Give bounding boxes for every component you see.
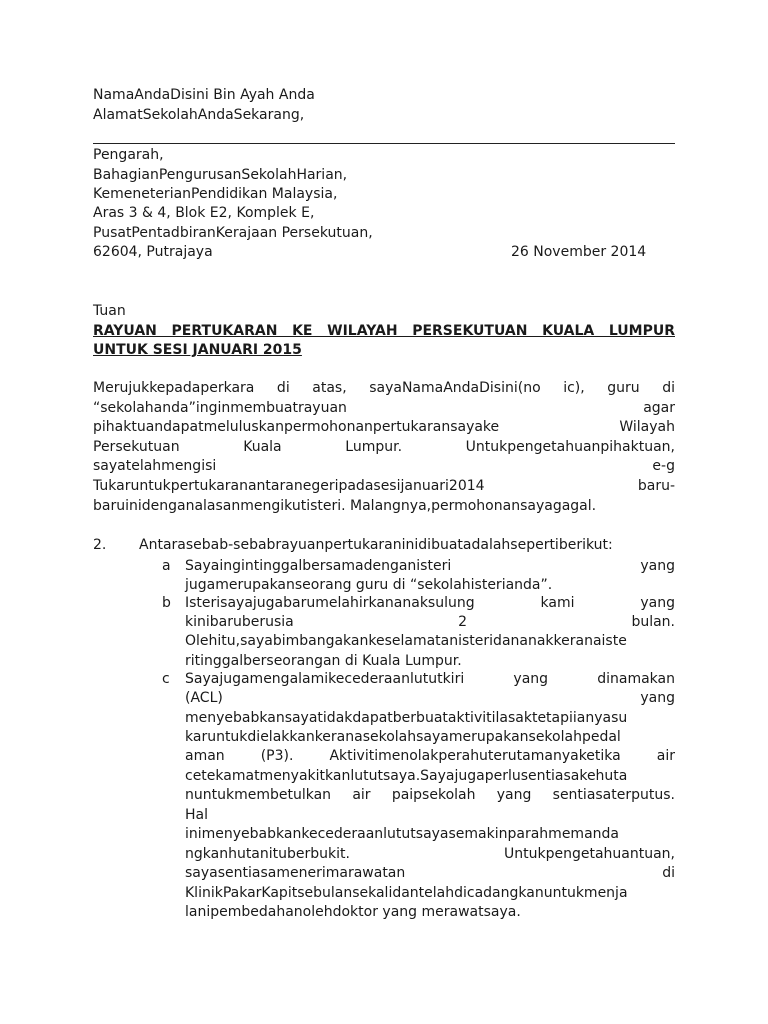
list-marker: b — [162, 595, 171, 611]
salutation: Tuan — [93, 303, 126, 319]
list-item-line: cetekamatmenyakitkanlututsaya.Sayajugaperlusentiasakehuta — [185, 768, 628, 784]
list-item-line: inimenyebabkankecederaanlututsayasemakinparahmemanda — [185, 826, 619, 842]
recipient-line: Pengarah, — [93, 147, 164, 163]
list-item-line: Sayaingintinggalbersamadenganisteri yang — [185, 558, 675, 574]
paragraph-line: Tukaruntukpertukaranantaranegeripadasesijanuari2014 baru- — [93, 478, 675, 494]
list-item-line: aman (P3). Aktivitimenolakperahuterutamanyaketika air — [185, 748, 675, 764]
letter-title: UNTUK SESI JANUARI 2015 — [93, 342, 302, 358]
sender-name: NamaAndaDisini Bin Ayah Anda — [93, 87, 315, 103]
list-item-line: kinibaruberusia 2 bulan. — [185, 614, 675, 630]
list-item-line: ngkanhutanituberbukit. Untukpengetahuantuan, — [185, 846, 675, 862]
recipient-line: BahagianPengurusanSekolahHarian, — [93, 167, 348, 183]
recipient-line: Aras 3 & 4, Blok E2, Komplek E, — [93, 205, 315, 221]
list-item-line: KlinikPakarKapitsebulansekalidantelahdicadangkanuntukmenja — [185, 885, 628, 901]
section-number: 2. — [93, 537, 107, 553]
list-item-line: Hal — [185, 807, 208, 823]
list-item-line: jugamerupakanseorang guru di “sekolahisterianda”. — [185, 577, 553, 593]
recipient-line: 62604, Putrajaya — [93, 244, 213, 260]
letter-title: RAYUAN PERTUKARAN KE WILAYAH PERSEKUTUAN KUALA LUMPUR — [93, 323, 675, 339]
paragraph-line: Persekutuan Kuala Lumpur. Untukpengetahuanpihaktuan, — [93, 439, 675, 455]
list-item-line: Isterisayajugabarumelahirkananaksulung kami yang — [185, 595, 675, 611]
header-divider — [93, 143, 675, 144]
list-marker: a — [162, 558, 171, 574]
list-item-line: menyebabkansayatidakdapatberbuataktivitilasaktetapiianyasu — [185, 710, 628, 726]
list-item-line: Olehitu,sayabimbangakankeselamatanisteridananakkeranaiste — [185, 633, 627, 649]
paragraph-line: “sekolahanda”inginmembuatrayuan agar — [93, 400, 675, 416]
recipient-line: PusatPentadbiranKerajaan Persekutuan, — [93, 225, 373, 241]
paragraph-line: Merujukkepadaperkara di atas, sayaNamaAndaDisini(no ic), guru di — [93, 380, 675, 396]
list-marker: c — [162, 671, 170, 687]
paragraph-line: baruinidenganalasanmengikutisteri. Malangnya,permohonansayagagal. — [93, 498, 597, 514]
list-item-line: Sayajugamengalamikecederaanlututkiri yang dinamakan — [185, 671, 675, 687]
letter-date: 26 November 2014 — [511, 244, 647, 260]
list-item-line: lanipembedahanolehdoktor yang merawatsaya. — [185, 904, 521, 920]
list-item-line: (ACL) yang — [185, 690, 675, 706]
section-intro: Antarasebab-sebabrayuanpertukaraninidibuatadalahsepertiberikut: — [139, 537, 613, 553]
paragraph-line: sayatelahmengisi e-g — [93, 458, 675, 474]
list-item-line: sayasentiasamenerimarawatan di — [185, 865, 675, 881]
list-item-line: nuntukmembetulkan air paipsekolah yang sentiasaterputus. — [185, 787, 675, 803]
sender-address: AlamatSekolahAndaSekarang, — [93, 107, 305, 123]
paragraph-line: pihaktuandapatmeluluskanpermohonanpertukaransayake Wilayah — [93, 419, 675, 435]
recipient-line: KemeneterianPendidikan Malaysia, — [93, 186, 338, 202]
list-item-line: karuntukdielakkankeranasekolahsayamerupakansekolahpedal — [185, 729, 621, 745]
list-item-line: ritinggalberseorangan di Kuala Lumpur. — [185, 653, 462, 669]
